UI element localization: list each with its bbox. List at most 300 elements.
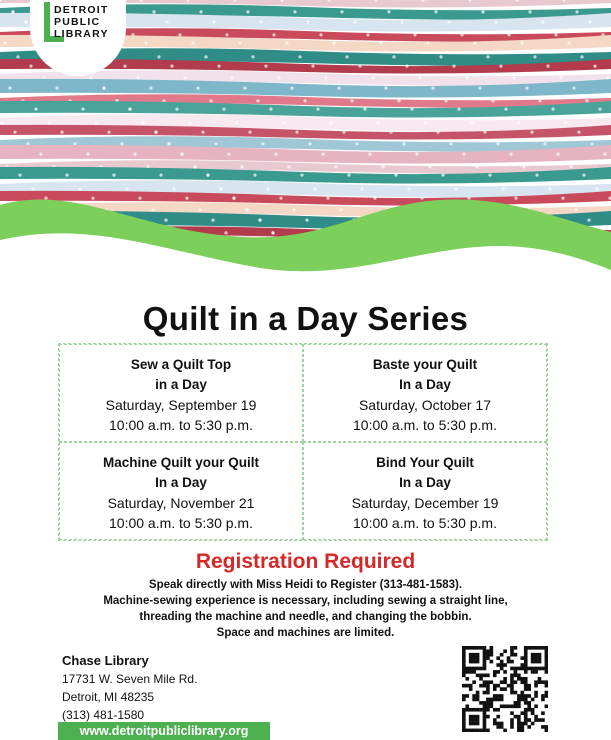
qr-module [462,694,466,698]
fabric-dot [149,87,152,90]
registration-heading: Registration Required [195,550,416,573]
fabric-dot [507,33,510,36]
fabric-dot [366,33,369,36]
qr-module [490,653,494,657]
fabric-dot [368,153,371,156]
fabric-dot [444,99,447,102]
qr-module [486,708,490,712]
qr-module [462,646,466,650]
fabric-dot [65,174,68,177]
qr-module [527,694,531,698]
fabric-dot [575,10,578,13]
fabric-dot [340,10,343,13]
qr-module [531,667,535,671]
qr-module [514,670,518,674]
qr-module [483,649,487,653]
qr-module [486,704,490,708]
qr-module [469,653,473,657]
qr-module [545,667,548,671]
session-date: Saturday, November 21 [107,495,255,511]
fabric-dot [198,208,201,211]
fabric-dot [588,21,591,24]
qr-module [510,704,514,708]
fabric-dot [240,165,243,168]
fabric-dot [569,165,572,168]
qr-module [517,698,521,702]
fabric-dot [125,187,128,190]
qr-module [545,725,548,729]
qr-module [493,718,497,722]
qr-module [490,660,494,664]
qr-module [479,684,483,688]
qr-module [538,667,542,671]
qr-module [483,722,487,726]
fabric-dot [467,197,470,200]
qr-module [524,708,528,712]
qr-module [462,649,466,653]
qr-module [514,653,518,657]
fabric-dot [107,131,110,134]
session-name: Sew a Quilt Top [130,357,232,372]
qr-module [503,677,507,681]
qr-module [545,646,548,650]
qr-module [534,704,538,708]
fabric-dot [305,219,308,222]
qr-module [541,725,545,729]
fabric-dot [548,187,551,190]
qr-code-graphic [462,646,548,732]
qr-module [493,694,497,698]
branch-address [62,652,197,724]
qr-module [500,722,504,726]
fabric-dot [180,153,183,156]
session-time: 10:00 a.m. to 5:30 p.m. [109,515,253,531]
qr-module [517,674,521,678]
qr-module [538,660,542,664]
fabric-dot [0,121,3,124]
fabric-dot [94,121,97,124]
fabric-dot [376,121,379,124]
qr-module [483,691,487,695]
fabric-dot [47,121,50,124]
fabric-dot [136,76,139,79]
qr-module [524,684,528,688]
fabric-dot [89,76,92,79]
fabric-dot [248,131,251,134]
qr-module [483,701,487,705]
fabric-dot [387,10,390,13]
qr-module [469,656,473,660]
qr-module [493,674,497,678]
qr-module [486,649,490,653]
qr-module [472,722,476,726]
qr-module [462,660,466,664]
fabric-dot [152,10,155,13]
qr-module [500,653,504,657]
session-time: 10:00 a.m. to 5:30 p.m. [353,417,497,433]
fabric-dot [271,231,274,234]
fabric-dot [24,21,27,24]
qr-module [534,670,538,674]
fabric-dot [128,108,131,111]
fabric-dot [353,21,356,24]
fabric-dot [538,99,541,102]
fabric-dot [418,76,421,79]
fabric-dot [316,108,319,111]
fabric-dot [371,76,374,79]
fabric-dot [230,76,233,79]
registration-line: Machine-sewing experience is necessary, including sewing a straight line, [103,595,508,607]
fabric-dot [381,165,384,168]
fabric-dot [441,174,444,177]
qr-module [510,691,514,695]
qr-module [534,660,538,664]
qr-module [479,646,483,650]
qr-module [483,684,487,688]
fabric-dot [363,108,366,111]
fabric-dot [465,76,468,79]
qr-module [496,694,500,698]
session-name-2: In a Day [155,475,207,490]
qr-module [510,687,514,691]
qr-module [483,660,487,664]
qr-module [465,684,469,688]
qr-module [538,718,542,722]
fabric-dot [144,42,147,45]
qr-module [472,698,476,702]
fabric-dot [329,121,332,124]
fabric-dot [478,87,481,90]
fabric-dot [332,42,335,45]
qr-module [469,660,473,664]
qr-module [465,708,469,712]
qr-module [545,660,548,664]
qr-module [541,711,545,715]
logo-line-2: PUBLIC [54,16,101,28]
fabric-dot [251,55,254,58]
fabric-dot [269,108,272,111]
fabric-dot [543,142,546,145]
qr-module [493,698,497,702]
fabric-dot [394,174,397,177]
qr-module [541,698,545,702]
qr-module [500,725,504,729]
qr-module [510,680,514,684]
qr-module [534,718,538,722]
fabric-dot [141,121,144,124]
qr-module [472,729,476,732]
fabric-dot [449,142,452,145]
fabric-dot [522,165,525,168]
fabric-dot [501,187,504,190]
session-date: Saturday, September 19 [105,397,257,413]
qr-module [541,667,545,671]
fabric-dot [410,108,413,111]
qr-module [510,649,514,653]
qr-module [524,718,528,722]
qr-module [500,704,504,708]
qr-module [496,722,500,726]
qr-module [479,729,483,732]
qr-module [527,701,531,705]
fabric-dot [191,42,194,45]
fabric-dot [326,197,329,200]
fabric-dot [311,65,314,68]
fabric-dot [384,87,387,90]
qr-module [503,649,507,653]
fabric-dot [587,219,590,222]
qr-module [507,684,511,688]
qr-module [479,674,483,678]
fabric-dot [580,55,583,58]
qr-module [496,715,500,719]
qr-module [500,667,504,671]
qr-module [479,708,483,712]
fabric-dot [313,187,316,190]
fabric-dot [439,55,442,58]
session-time: 10:00 a.m. to 5:30 p.m. [353,515,497,531]
fabric-dot [428,165,431,168]
qr-module [490,649,494,653]
fabric-dot [564,121,567,124]
fabric-dot [454,187,457,190]
fabric-dot [44,197,47,200]
qr-module [531,656,535,660]
session-card [59,442,303,540]
fabric-dot [402,142,405,145]
session-name-2: in a Day [155,377,207,392]
fabric-dot [292,208,295,211]
qr-module [531,646,535,650]
fabric-dot [488,174,491,177]
qr-module [520,656,524,660]
qr-module [469,718,473,722]
fabric-dot [420,197,423,200]
fabric-stack-photo [0,0,611,300]
qr-module [514,701,518,705]
fabric-dot [350,99,353,102]
fabric-dot [39,153,42,156]
qr-module [531,708,535,712]
fabric-dot [407,187,410,190]
fabric-dot [178,33,181,36]
fabric-dot [431,87,434,90]
qr-module [462,715,466,719]
qr-module [486,653,490,657]
qr-module [510,674,514,678]
qr-module [483,715,487,719]
qr-module [527,718,531,722]
qr-module [503,680,507,684]
fabric-dot [235,121,238,124]
fabric-dot [211,219,214,222]
fabric-dot [496,142,499,145]
fabric-dot [473,42,476,45]
qr-module [524,722,528,726]
website-link[interactable]: www.detroitpubliclibrary.org [58,722,270,740]
qr-module [527,646,531,650]
fabric-dot [258,219,261,222]
qr-module [534,653,538,657]
qr-module [531,722,535,726]
fabric-dot [206,174,209,177]
fabric-dot [546,65,549,68]
fabric-dot [598,108,601,111]
fabric-dot [123,65,126,68]
qr-module [503,704,507,708]
qr-module [493,708,497,712]
qr-module [520,663,524,667]
qr-module [490,698,494,702]
fabric-dot [285,42,288,45]
qr-module [541,680,545,684]
fabric-dot [306,21,309,24]
qr-module [527,687,531,691]
fabric-dot [172,187,175,190]
fabric-dot [196,87,199,90]
qr-module [465,667,469,671]
qr-module [476,667,480,671]
qr-module [507,656,511,660]
fabric-dot [243,87,246,90]
fabric-dot [486,55,489,58]
qr-module [517,704,521,708]
registration-line: Space and machines are limited. [216,627,395,639]
qr-module [514,674,518,678]
qr-module [469,667,473,671]
fabric-dot [434,10,437,13]
qr-module [520,725,524,729]
fabric-dot [595,187,598,190]
qr-module [510,646,514,650]
fabric-dot [530,131,533,134]
fabric-dot [337,87,340,90]
fabric-dot [157,55,160,58]
fabric-dot [165,21,168,24]
qr-module [490,646,494,650]
fabric-dot [253,174,256,177]
fabric-dot [541,21,544,24]
qr-module [472,660,476,664]
fabric-dot [298,55,301,58]
qr-module [462,653,466,657]
qr-module [520,680,524,684]
qr-code[interactable] [462,646,548,732]
fabric-dot [528,10,531,13]
qr-module [524,656,528,660]
qr-module [496,725,500,729]
fabric-dot [138,197,141,200]
fabric-dot [590,142,593,145]
qr-module [462,718,466,722]
qr-module [483,708,487,712]
fabric-dot [345,55,348,58]
fabric-dot [175,108,178,111]
qr-module [462,722,466,726]
fabric-dot [551,108,554,111]
qr-module [472,667,476,671]
fabric-dot [577,131,580,134]
qr-module [545,704,548,708]
fabric-dot [321,153,324,156]
qr-module [500,663,504,667]
qr-module [541,718,545,722]
qr-module [527,725,531,729]
qr-module [520,694,524,698]
fabric-dot [204,55,207,58]
fabric-dot [112,174,115,177]
fabric-dot [259,21,262,24]
qr-module [496,684,500,688]
qr-module [496,663,500,667]
fabric-dot [585,99,588,102]
qr-module [462,670,466,674]
qr-module [493,687,497,691]
qr-module [476,694,480,698]
qr-module [514,691,518,695]
qr-module [500,687,504,691]
session-name-2: In a Day [399,377,451,392]
fabric-dot [102,87,105,90]
fabric-dot [559,76,562,79]
fabric-dot [535,174,538,177]
qr-module [545,656,548,660]
qr-module [490,704,494,708]
qr-module [465,670,469,674]
fabric-dot [334,165,337,168]
qr-module [524,701,528,705]
qr-module [524,698,528,702]
fabric-dot [31,187,34,190]
qr-module [520,711,524,715]
fabric-dot [225,33,228,36]
branch-phone: (313) 481-1580 [62,708,145,722]
qr-module [479,677,483,681]
qr-module [483,704,487,708]
qr-module [524,670,528,674]
qr-module [462,725,466,729]
qr-module [500,660,504,664]
qr-module [476,718,480,722]
fabric-dot [8,87,11,90]
qr-module [514,646,518,650]
qr-module [483,718,487,722]
qr-module [483,663,487,667]
branch-name: Chase Library [62,653,149,668]
fabric-dot [295,131,298,134]
fabric-dot [397,99,400,102]
fabric-dot [13,131,16,134]
fabric-dot [201,131,204,134]
fabric-dot [34,108,37,111]
session-date: Saturday, December 19 [351,495,499,511]
qr-module [534,691,538,695]
qr-module [545,649,548,653]
qr-module [510,653,514,657]
fabric-dot [415,153,418,156]
fabric-dot [167,142,170,145]
fabric-dot [481,10,484,13]
qr-module [503,687,507,691]
qr-module [517,718,521,722]
qr-module [527,684,531,688]
qr-module [486,687,490,691]
page-title: Quilt in a Day Series [142,300,469,337]
qr-module [472,670,476,674]
qr-module [545,729,548,732]
qr-module [507,704,511,708]
fabric-dot [606,76,609,79]
